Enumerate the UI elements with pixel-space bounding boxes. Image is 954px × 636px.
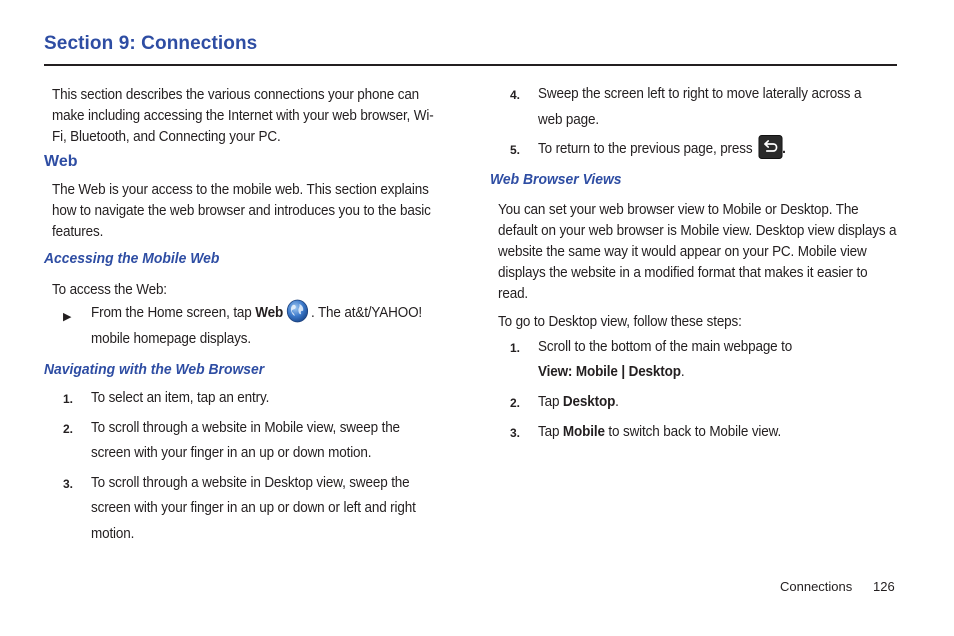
accessing-heading: Accessing the Mobile Web xyxy=(44,251,220,267)
step-number: 2. xyxy=(510,396,521,410)
view-step-3-suffix: to switch back to Mobile view. xyxy=(604,424,782,440)
footer-section: Connections xyxy=(780,579,853,594)
desktop-keyword: Desktop xyxy=(562,394,616,410)
step-number: 5. xyxy=(510,143,521,157)
step-number: 1. xyxy=(63,392,74,406)
view-step-3-prefix: Tap xyxy=(538,424,563,440)
accessing-lead: To access the Web: xyxy=(52,282,167,298)
views-lead: To go to Desktop view, follow these steps: xyxy=(498,314,742,330)
bullet-suffix: . The at&t/YAHOO! xyxy=(310,305,423,321)
views-heading: Web Browser Views xyxy=(490,172,622,188)
web-keyword: Web xyxy=(255,305,284,321)
nav-step-4-line2: web page. xyxy=(538,112,599,128)
intro-paragraph: This section describes the various connections your phone can make including accessing the Internet with your web browser, Wi-Fi, Bluetooth, and Connecting your PC. xyxy=(52,87,434,145)
views-description: You can set your web browser view to Mobile or Desktop. The default on your web browser is Mobile view. Desktop view displays a website the same way it would appear on your PC. Mobile view displays the website in a modified format that makes it easier to read. xyxy=(498,202,897,302)
view-step-1-end: . xyxy=(680,364,685,380)
view-step-2-end: . xyxy=(615,394,619,410)
step-number: 2. xyxy=(63,422,74,436)
nav-step-2-line2: screen with your finger in an up or down motion. xyxy=(91,445,372,461)
navigating-heading: Navigating with the Web Browser xyxy=(44,362,265,378)
nav-step-1: To select an item, tap an entry. xyxy=(91,390,270,406)
nav-step-5-end: . xyxy=(782,141,786,157)
nav-step-5-text: To return to the previous page, press xyxy=(538,141,753,157)
view-step-2 xyxy=(538,390,619,416)
accessing-bullet xyxy=(91,301,422,327)
view-step-2-prefix: Tap xyxy=(538,394,563,410)
view-step-1-line1: Scroll to the bottom of the main webpage to xyxy=(538,339,793,355)
section-title: Section 9: Connections xyxy=(44,33,258,54)
nav-step-3-line3: motion. xyxy=(91,526,135,542)
view-mobile-desktop-keyword: View: Mobile | Desktop xyxy=(538,364,681,380)
view-step-1-line2 xyxy=(538,360,684,386)
back-key-icon xyxy=(758,135,782,159)
nav-step-4-line1: Sweep the screen left to right to move laterally across a xyxy=(538,86,862,102)
mobile-keyword: Mobile xyxy=(562,424,605,440)
bullet-line2: mobile homepage displays. xyxy=(91,331,251,347)
nav-step-3-line2: screen with your finger in an up or down or left and right xyxy=(91,500,416,516)
nav-step-2-line1: To scroll through a website in Mobile view, sweep the xyxy=(91,420,400,436)
step-number: 1. xyxy=(510,341,521,355)
nav-step-3-line1: To scroll through a website in Desktop view, sweep the xyxy=(91,475,410,491)
bullet-prefix: From the Home screen, tap xyxy=(91,305,256,321)
globe-icon xyxy=(286,299,308,323)
view-step-3 xyxy=(538,420,781,446)
step-number: 4. xyxy=(510,88,521,102)
title-rule xyxy=(44,64,897,66)
step-number: 3. xyxy=(510,426,521,440)
step-number: 3. xyxy=(63,477,74,491)
web-description: The Web is your access to the mobile web. This section explains how to navigate the web browser and introduces you to the basic features. xyxy=(52,182,431,240)
bullet-arrow-icon: ▶ xyxy=(63,311,72,323)
page-number: 126 xyxy=(873,579,895,594)
nav-step-5 xyxy=(538,137,786,163)
web-heading: Web xyxy=(44,153,78,170)
